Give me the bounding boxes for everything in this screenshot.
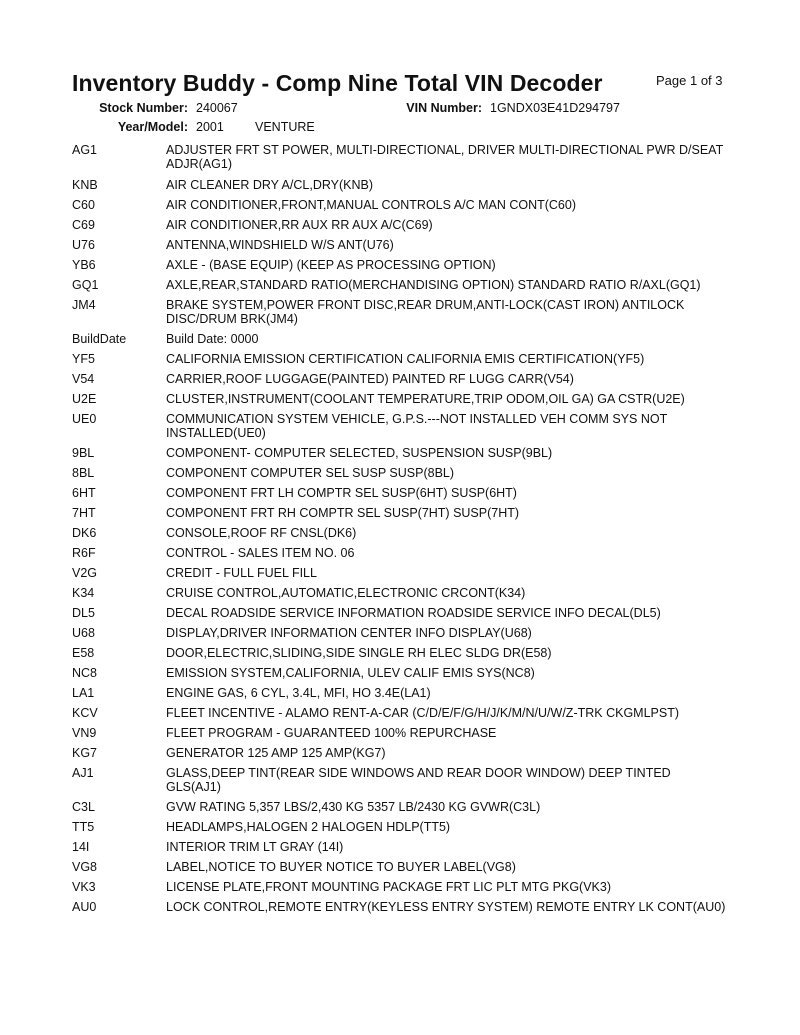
option-description: AIR CONDITIONER,RR AUX RR AUX A/C(C69) — [166, 218, 433, 232]
option-description: Build Date: 0000 — [166, 332, 259, 346]
list-item — [0, 392, 800, 406]
list-item — [0, 706, 800, 720]
option-description: INTERIOR TRIM LT GRAY (14I) — [166, 840, 344, 854]
option-description: COMPONENT FRT RH COMPTR SEL SUSP(7HT) SUSP(7HT) — [166, 506, 520, 520]
list-item — [0, 840, 800, 854]
option-description: COMPONENT COMPUTER SEL SUSP SUSP(8BL) — [166, 466, 455, 480]
option-description: HEADLAMPS,HALOGEN 2 HALOGEN HDLP(TT5) — [166, 820, 451, 834]
option-description: LOCK CONTROL,REMOTE ENTRY(KEYLESS ENTRY SYSTEM) REMOTE ENTRY LK CONT(AU0) — [166, 900, 726, 914]
list-item — [0, 686, 800, 700]
option-code: C60 — [72, 198, 95, 212]
list-item — [0, 372, 800, 386]
option-description: ENGINE GAS, 6 CYL, 3.4L, MFI, HO 3.4E(LA1) — [166, 686, 431, 700]
option-description: DOOR,ELECTRIC,SLIDING,SIDE SINGLE RH ELEC SLDG DR(E58) — [166, 646, 552, 660]
option-code: U68 — [72, 626, 95, 640]
option-code: NC8 — [72, 666, 98, 680]
option-code: KNB — [72, 178, 98, 192]
option-code: DL5 — [72, 606, 95, 620]
year-model-label: Year/Model: — [117, 120, 188, 134]
option-code: VN9 — [72, 726, 97, 740]
year-value: 2001 — [196, 120, 224, 134]
option-code: V54 — [72, 372, 95, 386]
option-code: AU0 — [72, 900, 97, 914]
stock-number-value: 240067 — [196, 101, 238, 115]
page-indicator: Page 1 of 3 — [656, 73, 723, 88]
option-code: KG7 — [72, 746, 98, 760]
list-item — [0, 820, 800, 834]
list-item — [0, 606, 800, 620]
option-code: 8BL — [72, 466, 95, 480]
list-item — [0, 278, 800, 292]
option-code: 14I — [72, 840, 90, 854]
option-description: CONTROL - SALES ITEM NO. 06 — [166, 546, 355, 560]
option-code: GQ1 — [72, 278, 99, 292]
list-item — [0, 486, 800, 500]
list-item — [0, 746, 800, 760]
option-code: U2E — [72, 392, 97, 406]
option-description: COMMUNICATION SYSTEM VEHICLE, G.P.S.---NOT INSTALLED VEH COMM SYS NOT INSTALLED(UE0) — [166, 412, 667, 440]
document-title: Inventory Buddy - Comp Nine Total VIN Decoder — [72, 70, 603, 96]
option-description: CALIFORNIA EMISSION CERTIFICATION CALIFORNIA EMIS CERTIFICATION(YF5) — [166, 352, 645, 366]
option-code: JM4 — [72, 298, 96, 312]
list-item — [0, 238, 800, 252]
option-description: ADJUSTER FRT ST POWER, MULTI-DIRECTIONAL, DRIVER MULTI-DIRECTIONAL PWR D/SEAT ADJR(AG1) — [166, 143, 723, 171]
option-code: TT5 — [72, 820, 95, 834]
option-code: V2G — [72, 566, 98, 580]
vin-number-label: VIN Number: — [406, 101, 482, 115]
option-code: AJ1 — [72, 766, 94, 780]
option-description: CRUISE CONTROL,AUTOMATIC,ELECTRONIC CRCONT(K34) — [166, 586, 526, 600]
option-code: 6HT — [72, 486, 96, 500]
option-description: AXLE,REAR,STANDARD RATIO(MERCHANDISING OPTION) STANDARD RATIO R/AXL(GQ1) — [166, 278, 701, 292]
list-item — [0, 586, 800, 600]
list-item — [0, 198, 800, 212]
stock-number-label: Stock Number: — [99, 101, 188, 115]
option-description: AIR CONDITIONER,FRONT,MANUAL CONTROLS A/C MAN CONT(C60) — [166, 198, 576, 212]
option-description: DISPLAY,DRIVER INFORMATION CENTER INFO DISPLAY(U68) — [166, 626, 532, 640]
list-item — [0, 143, 800, 171]
option-code: AG1 — [72, 143, 98, 157]
option-code: C69 — [72, 218, 95, 232]
list-item — [0, 332, 800, 346]
model-value: VENTURE — [255, 120, 315, 134]
list-item — [0, 218, 800, 232]
list-item — [0, 566, 800, 580]
list-item — [0, 666, 800, 680]
option-description: DECAL ROADSIDE SERVICE INFORMATION ROADSIDE SERVICE INFO DECAL(DL5) — [166, 606, 661, 620]
option-description: CREDIT - FULL FUEL FILL — [166, 566, 317, 580]
option-code: UE0 — [72, 412, 97, 426]
list-item — [0, 526, 800, 540]
list-item — [0, 860, 800, 874]
option-description: COMPONENT- COMPUTER SELECTED, SUSPENSION SUSP(9BL) — [166, 446, 553, 460]
option-code: LA1 — [72, 686, 95, 700]
list-item — [0, 900, 800, 914]
option-description: CLUSTER,INSTRUMENT(COOLANT TEMPERATURE,TRIP ODOM,OIL GA) GA CSTR(U2E) — [166, 392, 685, 406]
list-item — [0, 466, 800, 480]
list-item — [0, 766, 800, 794]
list-item — [0, 880, 800, 894]
list-item — [0, 546, 800, 560]
option-description: COMPONENT FRT LH COMPTR SEL SUSP(6HT) SUSP(6HT) — [166, 486, 517, 500]
list-item — [0, 412, 800, 440]
option-description: FLEET PROGRAM - GUARANTEED 100% REPURCHASE — [166, 726, 497, 740]
option-code: YF5 — [72, 352, 95, 366]
option-code: U76 — [72, 238, 95, 252]
option-description: GENERATOR 125 AMP 125 AMP(KG7) — [166, 746, 386, 760]
option-code: E58 — [72, 646, 95, 660]
option-description: CARRIER,ROOF LUGGAGE(PAINTED) PAINTED RF LUGG CARR(V54) — [166, 372, 574, 386]
option-code: K34 — [72, 586, 95, 600]
list-item — [0, 646, 800, 660]
option-code: KCV — [72, 706, 98, 720]
list-item — [0, 298, 800, 326]
option-code: VK3 — [72, 880, 96, 894]
list-item — [0, 352, 800, 366]
list-item — [0, 258, 800, 272]
list-item — [0, 446, 800, 460]
option-code: 7HT — [72, 506, 96, 520]
option-list — [0, 143, 800, 914]
option-description: GLASS,DEEP TINT(REAR SIDE WINDOWS AND REAR DOOR WINDOW) DEEP TINTED GLS(AJ1) — [166, 766, 671, 794]
list-item — [0, 626, 800, 640]
option-code: 9BL — [72, 446, 95, 460]
vin-number-value: 1GNDX03E41D294797 — [490, 101, 620, 115]
option-description: BRAKE SYSTEM,POWER FRONT DISC,REAR DRUM,ANTI-LOCK(CAST IRON) ANTILOCK DISC/DRUM BRK(JM4) — [166, 298, 685, 326]
option-code: YB6 — [72, 258, 96, 272]
option-description: LABEL,NOTICE TO BUYER NOTICE TO BUYER LABEL(VG8) — [166, 860, 516, 874]
list-item — [0, 726, 800, 740]
option-description: LICENSE PLATE,FRONT MOUNTING PACKAGE FRT LIC PLT MTG PKG(VK3) — [166, 880, 611, 894]
option-description: AIR CLEANER DRY A/CL,DRY(KNB) — [166, 178, 374, 192]
option-description: FLEET INCENTIVE - ALAMO RENT-A-CAR (C/D/E/F/G/H/J/K/M/N/U/W/Z-TRK CKGMLPST) — [166, 706, 680, 720]
option-description: CONSOLE,ROOF RF CNSL(DK6) — [166, 526, 357, 540]
option-code: C3L — [72, 800, 95, 814]
option-description: EMISSION SYSTEM,CALIFORNIA, ULEV CALIF EMIS SYS(NC8) — [166, 666, 535, 680]
list-item — [0, 506, 800, 520]
option-description: AXLE - (BASE EQUIP) (KEEP AS PROCESSING OPTION) — [166, 258, 496, 272]
list-item — [0, 800, 800, 814]
option-code: R6F — [72, 546, 96, 560]
option-code: VG8 — [72, 860, 98, 874]
option-description: GVW RATING 5,357 LBS/2,430 KG 5357 LB/2430 KG GVWR(C3L) — [166, 800, 541, 814]
option-code: BuildDate — [72, 332, 127, 346]
list-item — [0, 178, 800, 192]
option-code: DK6 — [72, 526, 97, 540]
option-description: ANTENNA,WINDSHIELD W/S ANT(U76) — [166, 238, 394, 252]
